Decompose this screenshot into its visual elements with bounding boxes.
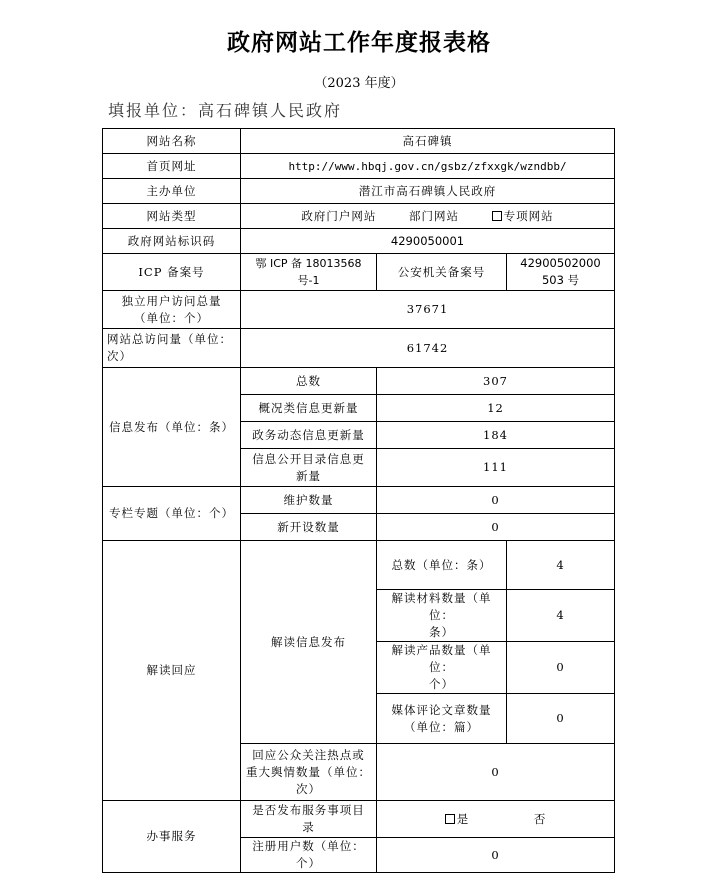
row-interpret-total bbox=[103, 541, 615, 590]
material-line1: 解读材料数量（单位： bbox=[391, 591, 492, 622]
sponsor-label: 主办单位 bbox=[103, 179, 241, 204]
interpret-media-label bbox=[377, 694, 507, 744]
info-catalog-line2: 新量 bbox=[296, 468, 321, 483]
row-site-name bbox=[103, 129, 615, 154]
icp-value: 鄂 ICP 备 18013568 号-1 bbox=[241, 254, 377, 291]
report-table bbox=[102, 128, 615, 873]
interpret-sub-label: 解读信息发布 bbox=[241, 541, 377, 744]
service-label: 办事服务 bbox=[103, 801, 241, 873]
site-type-options bbox=[241, 204, 615, 229]
row-sponsor bbox=[103, 179, 615, 204]
site-id-label: 政府网站标识码 bbox=[103, 229, 241, 254]
info-overview-label: 概况类信息更新量 bbox=[241, 395, 377, 422]
respond-line1: 回应公众关注热点或 bbox=[252, 747, 365, 762]
media-line2: （单位：篇） bbox=[404, 719, 479, 734]
service-catalog-label bbox=[241, 801, 377, 838]
column-new-label: 新开设数量 bbox=[241, 514, 377, 541]
uv-value: 37671 bbox=[241, 291, 615, 329]
pv-label-line2: 次） bbox=[107, 349, 132, 363]
filling-unit: 填报单位：高石碑镇人民政府 bbox=[108, 101, 343, 120]
info-overview-value: 12 bbox=[377, 395, 615, 422]
interpret-product-label bbox=[377, 642, 507, 694]
service-users-value: 0 bbox=[377, 838, 615, 873]
interpret-respond-value: 0 bbox=[377, 744, 615, 801]
media-line1: 媒体评论文章数量 bbox=[391, 702, 492, 717]
interpret-total-value: 4 bbox=[507, 541, 615, 590]
respond-line3: 次） bbox=[296, 781, 321, 796]
uv-label-line1: 独立用户访问总量 bbox=[121, 293, 222, 308]
police-label: 公安机关备案号 bbox=[377, 254, 507, 291]
checkbox-icon[interactable] bbox=[445, 814, 455, 824]
page-title: 政府网站工作年度报表格 bbox=[227, 29, 491, 56]
product-line1: 解读产品数量（单位： bbox=[391, 643, 492, 674]
report-year: （2023 年度） bbox=[314, 76, 404, 91]
info-label: 信息发布（单位：条） bbox=[103, 368, 241, 487]
interpret-material-label bbox=[377, 590, 507, 642]
pv-label-line1: 网站总访问量（单位： bbox=[107, 332, 232, 346]
icp-label: ICP 备案号 bbox=[103, 254, 241, 291]
column-maintain-value: 0 bbox=[377, 487, 615, 514]
interpret-label: 解读回应 bbox=[103, 541, 241, 801]
interpret-total-label: 总数（单位：条） bbox=[377, 541, 507, 590]
column-label: 专栏专题（单位：个） bbox=[103, 487, 241, 541]
type-portal: 政府门户网站 bbox=[301, 208, 377, 223]
police-value-line2: 503 号 bbox=[541, 273, 580, 287]
service-catalog-line1: 是否发布服务事项目 bbox=[252, 803, 365, 817]
material-line2: 条） bbox=[429, 625, 454, 639]
column-new-value: 0 bbox=[377, 514, 615, 541]
site-name-value: 高石碑镇 bbox=[241, 129, 615, 154]
homepage-url[interactable]: http://www.hbqj.gov.cn/gsbz/zfxxgk/wzndbb/ bbox=[241, 154, 615, 179]
site-type-label: 网站类型 bbox=[103, 204, 241, 229]
type-department: 部门网站 bbox=[409, 208, 460, 223]
info-catalog-label bbox=[241, 449, 377, 487]
info-catalog-value: 111 bbox=[377, 449, 615, 487]
row-homepage bbox=[103, 154, 615, 179]
info-news-label: 政务动态信息更新量 bbox=[241, 422, 377, 449]
uv-label-line2: （单位：个） bbox=[134, 310, 209, 325]
pv-label bbox=[103, 329, 241, 368]
row-column-maintain bbox=[103, 487, 615, 514]
row-pv bbox=[103, 329, 615, 368]
info-total-label: 总数 bbox=[241, 368, 377, 395]
column-maintain-label: 维护数量 bbox=[241, 487, 377, 514]
info-news-value: 184 bbox=[377, 422, 615, 449]
info-total-value: 307 bbox=[377, 368, 615, 395]
row-uv bbox=[103, 291, 615, 329]
row-service-catalog bbox=[103, 801, 615, 838]
site-id-value: 4290050001 bbox=[241, 229, 615, 254]
service-users-label: 注册用户数（单位：个） bbox=[241, 838, 377, 873]
option-no[interactable]: 否 bbox=[533, 811, 547, 826]
pv-value: 61742 bbox=[241, 329, 615, 368]
row-site-type bbox=[103, 204, 615, 229]
interpret-respond-label bbox=[241, 744, 377, 801]
police-value bbox=[507, 254, 615, 291]
option-yes[interactable]: 是 bbox=[445, 811, 470, 828]
service-catalog-options bbox=[377, 801, 615, 838]
sponsor-value: 潜江市高石碑镇人民政府 bbox=[241, 179, 615, 204]
interpret-material-value: 4 bbox=[507, 590, 615, 642]
interpret-media-value: 0 bbox=[507, 694, 615, 744]
checkbox-icon[interactable] bbox=[492, 211, 502, 221]
row-site-id bbox=[103, 229, 615, 254]
interpret-product-value: 0 bbox=[507, 642, 615, 694]
police-value-line1: 42900502000 bbox=[520, 256, 601, 270]
uv-label bbox=[103, 291, 241, 329]
service-catalog-line2: 录 bbox=[302, 820, 315, 834]
info-catalog-line1: 信息公开目录信息更 bbox=[252, 451, 365, 466]
row-info-total bbox=[103, 368, 615, 395]
product-line2: 个） bbox=[429, 677, 454, 691]
homepage-label: 首页网址 bbox=[103, 154, 241, 179]
respond-line2: 重大舆情数量（单位： bbox=[246, 764, 371, 779]
row-icp bbox=[103, 254, 615, 291]
type-special[interactable]: 专项网站 bbox=[492, 208, 554, 225]
site-name-label: 网站名称 bbox=[103, 129, 241, 154]
